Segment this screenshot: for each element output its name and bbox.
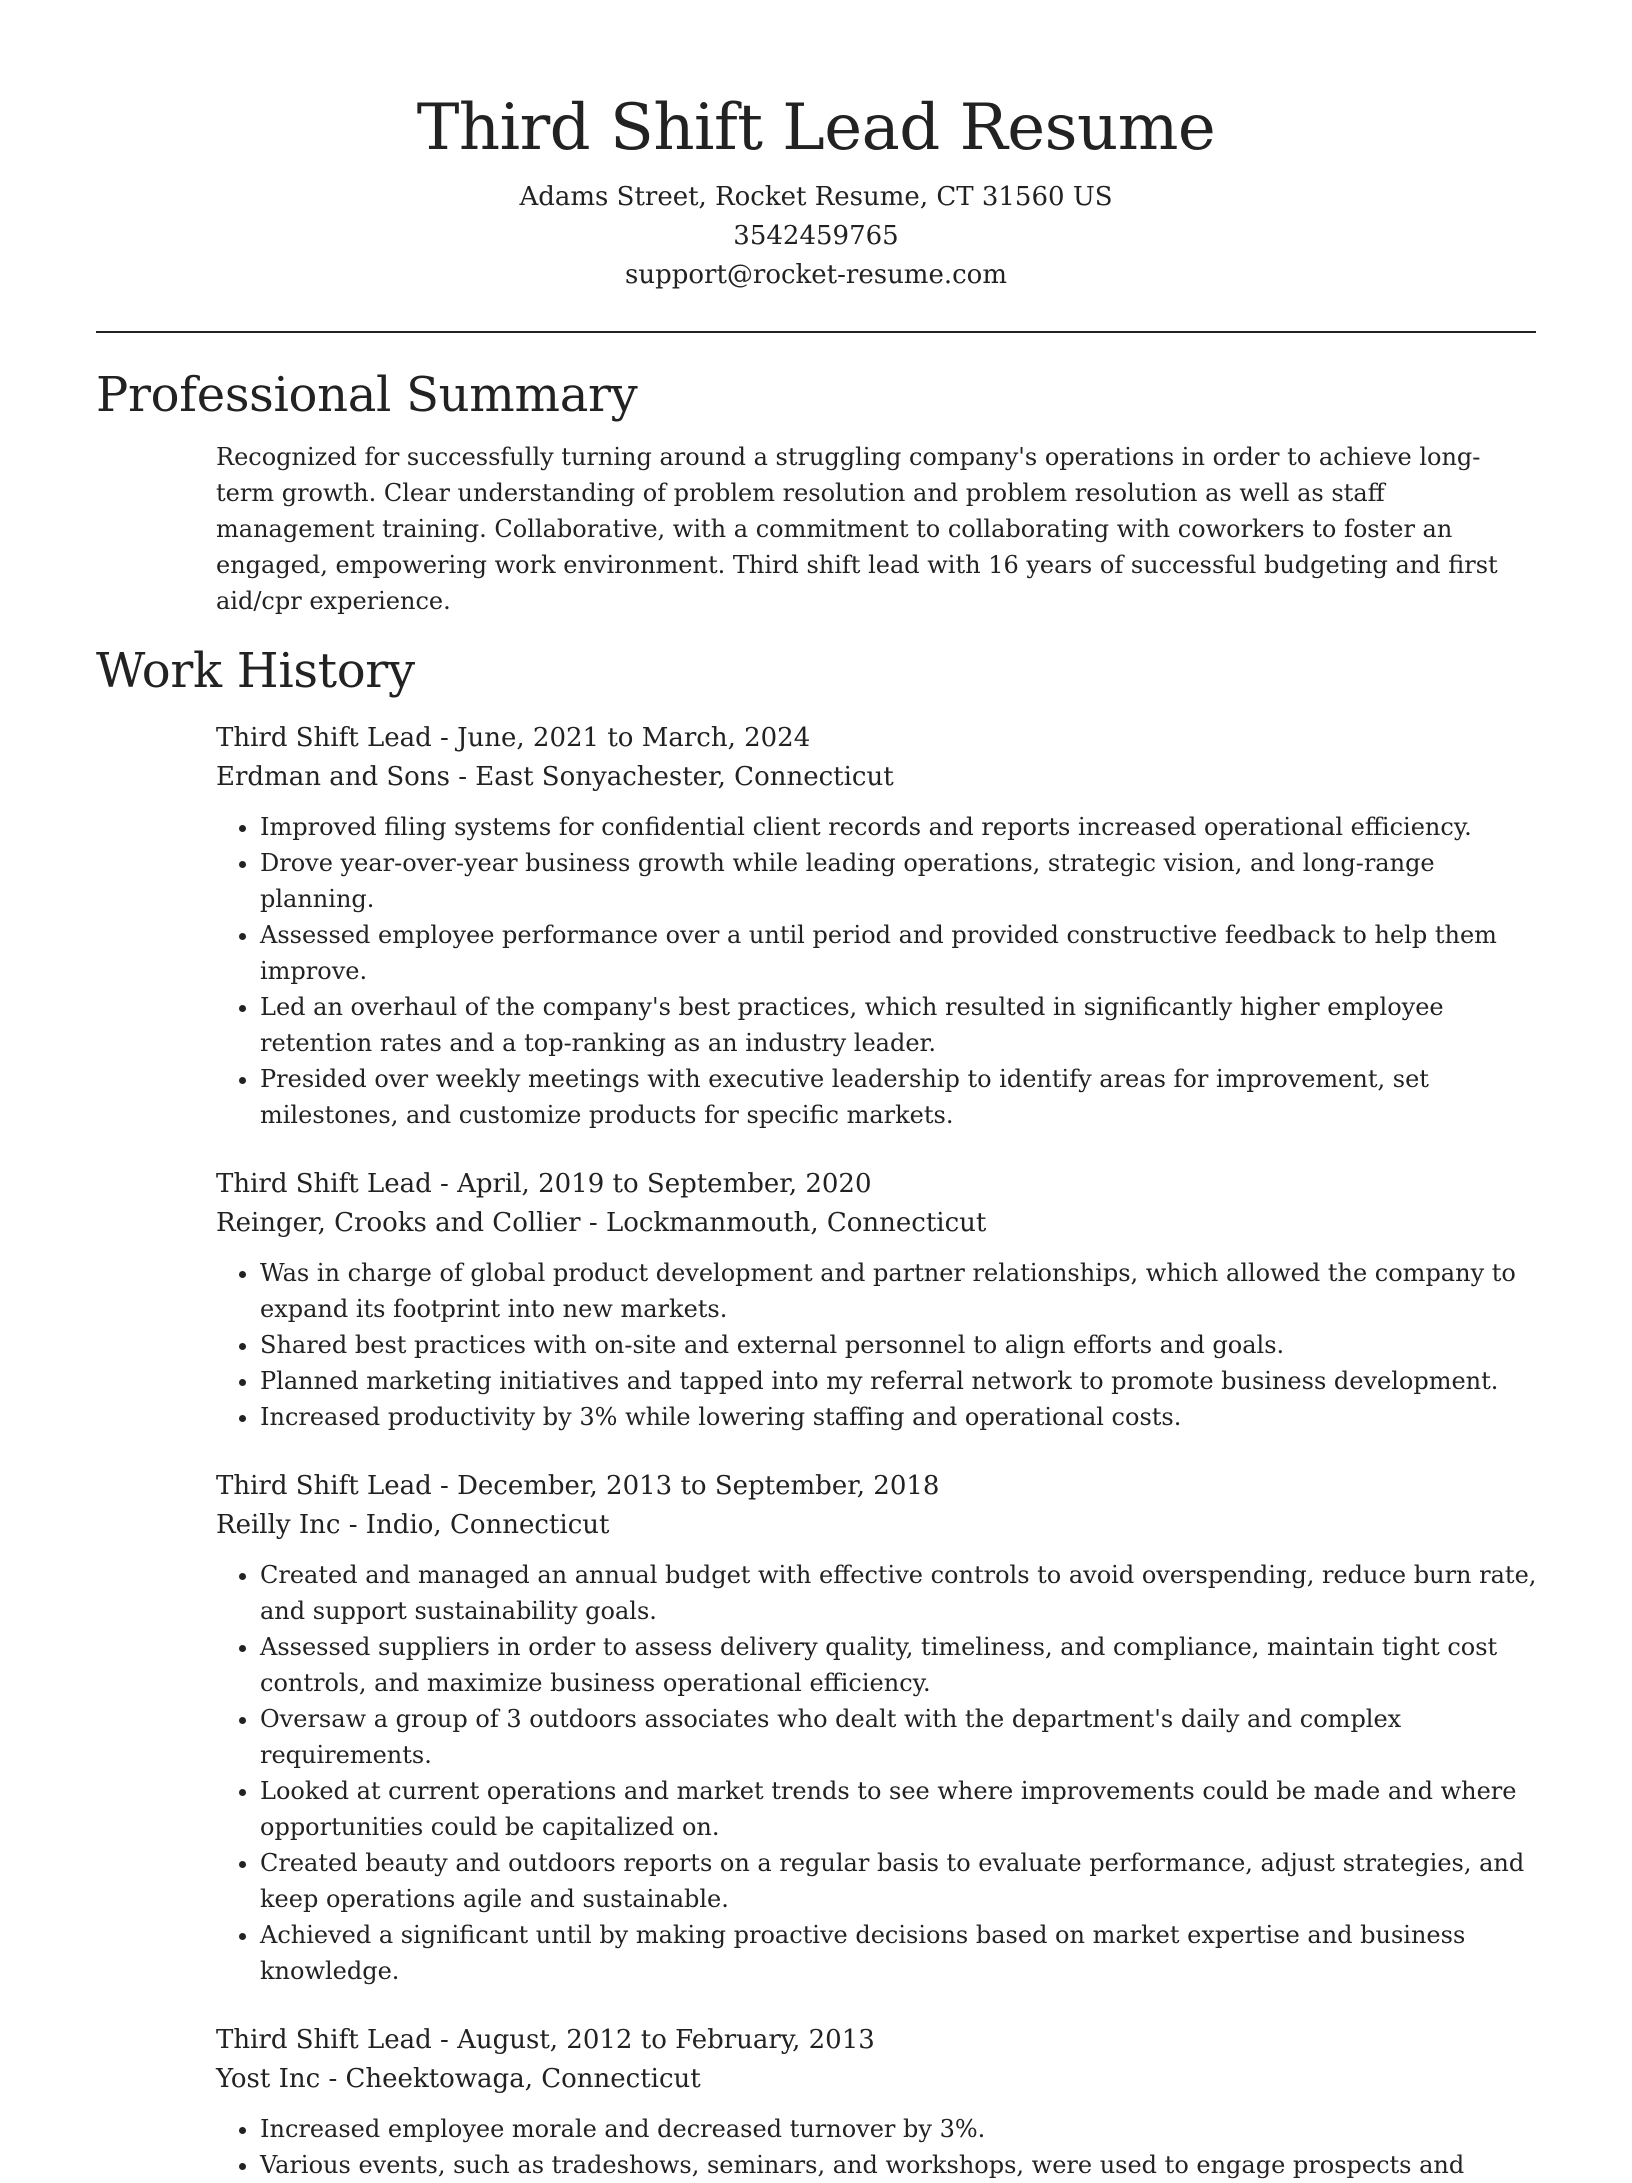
separator: - bbox=[449, 762, 476, 792]
job-entry bbox=[216, 2021, 1546, 2183]
job-title: Third Shift Lead bbox=[216, 1169, 432, 1199]
list-item: • Created beauty and outdoors reports on a regular basis to evaluate performance, adjust strategies, and keep operations agile and sustainable. bbox=[260, 1845, 1546, 1917]
list-item: • Drove year-over-year business growth while leading operations, strategic vision, and long-range planning. bbox=[260, 845, 1546, 917]
list-item: • Led an overhaul of the company's best practices, which resulted in significantly higher employee retention rates and a top-ranking as an industry leader. bbox=[260, 989, 1546, 1061]
resume-header bbox=[96, 0, 1536, 295]
separator: - bbox=[320, 2064, 346, 2094]
resume-page bbox=[96, 0, 1536, 2183]
list-item: • Looked at current operations and market trends to see where improvements could be made and where opportunities could be capitalized on. bbox=[260, 1773, 1546, 1845]
contact-email: support@rocket-resume.com bbox=[624, 260, 1007, 290]
list-item: • Presided over weekly meetings with executive leadership to identify areas for improvement, set milestones, and customize products for specific markets. bbox=[260, 1061, 1546, 1133]
job-bullets bbox=[216, 1255, 1546, 1435]
job-bullets bbox=[216, 1557, 1546, 1989]
job-location: Cheektowaga, Connecticut bbox=[345, 2064, 701, 2094]
job-location: East Sonyachester, Connecticut bbox=[475, 762, 894, 792]
job-title-line bbox=[216, 719, 1546, 758]
resume-title: Third Shift Lead Resume bbox=[416, 91, 1216, 165]
job-title-line bbox=[216, 1165, 1546, 1204]
job-company-line bbox=[216, 758, 1546, 797]
list-item: • Increased productivity by 3% while lowering staffing and operational costs. bbox=[260, 1399, 1546, 1435]
separator: - bbox=[580, 1208, 606, 1238]
contact-address: Adams Street, Rocket Resume, CT 31560 US bbox=[519, 182, 1113, 212]
job-bullets bbox=[216, 809, 1546, 1133]
separator: - bbox=[340, 1510, 366, 1540]
job-title: Third Shift Lead bbox=[216, 2025, 432, 2055]
work-history-list bbox=[96, 719, 1536, 2183]
job-company: Reilly Inc bbox=[216, 1510, 341, 1540]
list-item: • Assessed employee performance over a until period and provided constructive feedback to help them improve. bbox=[260, 917, 1546, 989]
list-item: • Assessed suppliers in order to assess delivery quality, timeliness, and compliance, maintain tight cost controls, and maximize business operational efficiency. bbox=[260, 1629, 1546, 1701]
list-item: • Created and managed an annual budget with effective controls to avoid overspending, reduce burn rate, and support sustainability goals. bbox=[260, 1557, 1546, 1629]
summary-heading: Professional Summary bbox=[96, 367, 638, 423]
job-title: Third Shift Lead bbox=[216, 723, 432, 753]
separator: - bbox=[431, 1471, 458, 1501]
job-location: Lockmanmouth, Connecticut bbox=[605, 1208, 987, 1238]
job-bullets bbox=[216, 2111, 1546, 2183]
list-item: • Shared best practices with on-site and external personnel to align efforts and goals. bbox=[260, 1327, 1546, 1363]
job-title-line bbox=[216, 2021, 1546, 2060]
job-entry bbox=[216, 719, 1546, 1133]
summary-text: Recognized for successfully turning around a struggling company's operations in order to achieve long-term growth. Clear understanding of problem resolution and problem resolution as well as staff management training. Collaborative, with a commitment to collaborating with coworkers to foster an engaged, empowering work environment. Third shift lead with 16 years of successful budgeting and first aid/cpr experience. bbox=[216, 443, 1498, 615]
job-entry bbox=[216, 1467, 1546, 1989]
list-item: • Increased employee morale and decreased turnover by 3%. bbox=[260, 2111, 1546, 2147]
separator: - bbox=[431, 723, 458, 753]
list-item: • Oversaw a group of 3 outdoors associates who dealt with the department's daily and complex requirements. bbox=[260, 1701, 1546, 1773]
job-company: Yost Inc bbox=[216, 2064, 321, 2094]
job-company: Erdman and Sons bbox=[216, 762, 450, 792]
job-company-line bbox=[216, 1506, 1546, 1545]
list-item: • Achieved a significant until by making proactive decisions based on market expertise and business knowledge. bbox=[260, 1917, 1546, 1989]
contact-phone: 3542459765 bbox=[733, 221, 899, 251]
job-company: Reinger, Crooks and Collier bbox=[216, 1208, 581, 1238]
list-item: • Was in charge of global product development and partner relationships, which allowed the company to expand its footprint into new markets. bbox=[260, 1255, 1546, 1327]
job-company-line bbox=[216, 1204, 1546, 1243]
job-company-line bbox=[216, 2060, 1546, 2099]
job-dates: August, 2012 to February, 2013 bbox=[457, 2025, 875, 2055]
list-item: • Various events, such as tradeshows, seminars, and workshops, were used to engage prospects and bbox=[260, 2147, 1546, 2183]
job-title: Third Shift Lead bbox=[216, 1471, 432, 1501]
list-item: • Improved filing systems for confidential client records and reports increased operational efficiency. bbox=[260, 809, 1546, 845]
list-item: • Planned marketing initiatives and tapped into my referral network to promote business development. bbox=[260, 1363, 1546, 1399]
work-history-heading: Work History bbox=[96, 643, 415, 699]
separator: - bbox=[431, 2025, 458, 2055]
job-entry bbox=[216, 1165, 1546, 1435]
job-dates: June, 2021 to March, 2024 bbox=[457, 723, 811, 753]
job-dates: April, 2019 to September, 2020 bbox=[457, 1169, 872, 1199]
job-dates: December, 2013 to September, 2018 bbox=[457, 1471, 940, 1501]
job-location: Indio, Connecticut bbox=[365, 1510, 610, 1540]
job-title-line bbox=[216, 1467, 1546, 1506]
header-divider bbox=[96, 331, 1536, 333]
separator: - bbox=[431, 1169, 458, 1199]
